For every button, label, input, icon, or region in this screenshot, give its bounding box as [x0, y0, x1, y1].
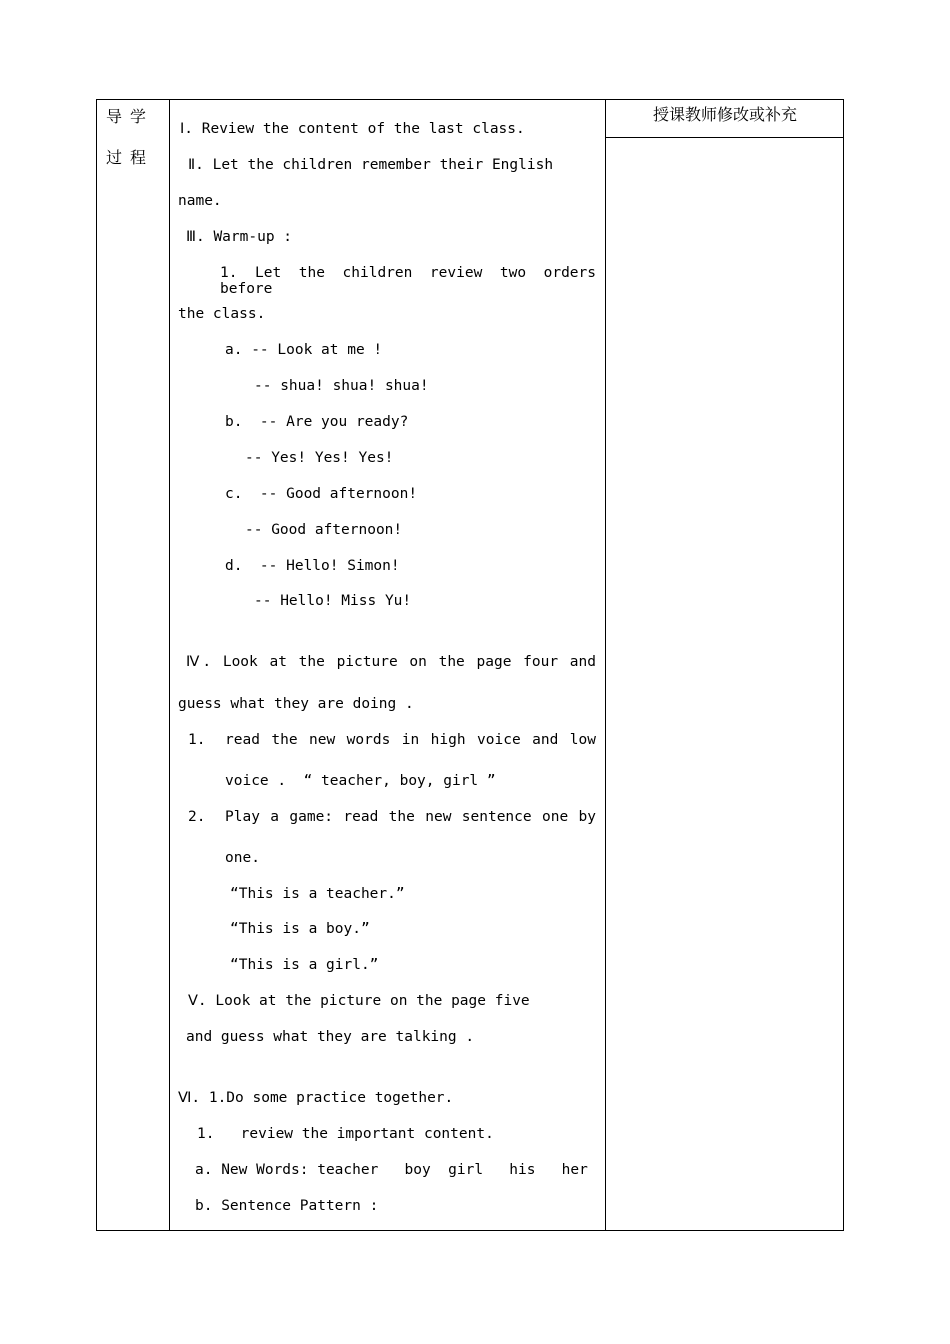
content-line: guess what they are doing .	[178, 696, 414, 712]
content-line: Ⅱ. Let the children remember their English	[188, 157, 554, 173]
list-number: 2.	[188, 809, 206, 825]
content-line: read the new words in high voice and low	[225, 732, 596, 748]
content-line: the class.	[178, 306, 266, 322]
content-line: “This is a teacher.”	[230, 886, 405, 902]
content-line: 1. review the important content.	[197, 1126, 494, 1142]
content-line: d. -- Hello! Simon!	[225, 558, 400, 574]
notes-column-header: 授课教师修改或补充	[652, 105, 797, 124]
content-line: “This is a boy.”	[230, 921, 370, 937]
content-line: a. -- Look at me !	[225, 342, 383, 358]
content-line: Ⅵ. 1.Do some practice together.	[178, 1090, 454, 1106]
content-line: voice . “ teacher, boy, girl ”	[225, 773, 496, 789]
label-guide-study: 导学	[106, 107, 155, 126]
content-line: Ⅲ. Warm-up :	[186, 229, 293, 245]
list-number: 1.	[188, 732, 206, 748]
content-line: name.	[178, 193, 222, 209]
content-line: b. Sentence Pattern :	[195, 1198, 379, 1214]
content-line: one.	[225, 850, 260, 866]
content-line: a. New Words: teacher boy girl his her	[195, 1162, 588, 1178]
content-line: “This is a girl.”	[230, 957, 379, 973]
content-line: Ⅰ. Review the content of the last class.	[180, 121, 525, 137]
content-line: b. -- Are you ready?	[225, 414, 409, 430]
content-line: Ⅴ. Look at the picture on the page five	[188, 993, 530, 1009]
column-divider-left	[169, 100, 170, 1230]
column-divider-right	[605, 100, 606, 1230]
content-line: -- shua! shua! shua!	[254, 378, 429, 394]
label-process: 过程	[106, 148, 155, 167]
content-line: -- Hello! Miss Yu!	[254, 593, 412, 609]
content-line: -- Good afternoon!	[245, 522, 403, 538]
content-line: c. -- Good afternoon!	[225, 486, 418, 502]
content-line: and guess what they are talking .	[186, 1029, 475, 1045]
content-line: -- Yes! Yes! Yes!	[245, 450, 394, 466]
header-divider	[605, 137, 843, 138]
content-line: Ⅳ. Look at the picture on the page four and	[186, 654, 596, 670]
content-line: 1. Let the children review two orders before	[220, 265, 596, 297]
content-line: Play a game: read the new sentence one by	[225, 809, 596, 825]
